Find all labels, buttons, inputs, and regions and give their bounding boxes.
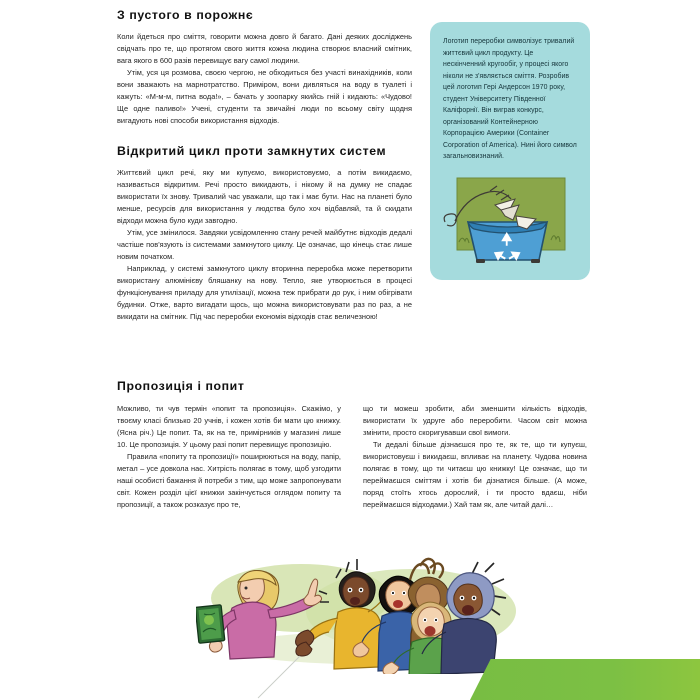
recycling-bin-svg [443,176,577,268]
article-two-column-block [117,379,587,511]
paragraph: Життєвий цикл речі, яку ми купуємо, використовуємо, а потім викидаємо, називається відкритим. Речі просто викидають, і нікому й на думку не спадає використати їх знову. Тривалий час уважали, що так і має бути. Нас на планеті було менше, ресурсів для використання у людства було хоч відбавляй, та й скидати відходи можна було куди завгодно. [117,167,412,226]
paragraph: Наприклад, у системі замкнутого циклу вторинна переробка може перетворити використану алюмінієву бляшанку на нову. Тепло, яке утворюється в процесі функціонування приладу для утилізації, можна теж прибрати до рук, і ним обігрівати будинки. Отже, варто вигадати щось, що можна використовувати раз по раз, а не викидати на смітник. Під час переробки економія відходів стає величезною! [117,264,412,322]
paragraph: що ти можеш зробити, аби зменшити кількість відходів, використати їх удруге або переробити. Часом світ можна змінити, просто скоригувавши свої вимоги. [363,403,587,437]
section-title-open-vs-closed: Відкритий цикл проти замкнутих систем [117,144,387,159]
paragraph: Правила «попиту та пропозиції» поширюються на воду, папір, метал – усе довкола нас. Хитрість полягає в тому, щоб узгодити наші особисті бажання й потреби з тим, що може запропонувати світ. Кожен розділ цієї книжки закінчується оглядом попиту та пропозиції, а також розказує про те, [117,451,341,510]
supply-demand-right-column [363,403,587,511]
green-corner-bar [470,659,700,700]
book-prop [196,605,225,644]
teacher-and-children-illustration [196,556,516,674]
article-main-column [117,8,412,323]
supply-demand-left-column [117,403,341,511]
green-corner-bar-slab [470,659,700,700]
teacher-children-svg [196,556,516,674]
section-title-supply-demand: Пропозиція і попит [117,379,245,393]
paragraph: Утім, уся ця розмова, своєю чергою, не обходиться без участі винахідників, коли вони зважають на марнотратство. Приміром, вони дивляться на воду в туалеті і кажуть: «М-м-м, питна вода!», – бачать у зоопарку якийсь гній і кидають: «Чудово! Ще одне паливо!» Учені, студенти та звичайні люди по всьому світу щодня вигадують нові способи використання відходів. [117,67,412,126]
paragraph: Ти дедалі більше дізнаєшся про те, як те, що ти купуєш, використовуєш і викидаєш, впливає на планету. Чудова новина полягає в тому, що ти читаєш цю книжку! Це означає, що ти переймаєшся сміттям і хотів би дізнатися більше. (А може, поряд стоїть хтось дорослий, і ти просто вдаєш, ніби переймаєшся відходами.) Хай там як, але читай далі… [363,439,587,510]
paragraph: Коли йдеться про сміття, говорити можна довго й багато. Дані деяких досліджень свідчать про те, що протягом свого життя кожна людина створює власний смітник, вага якого в 600 разів перевищує вагу самої людини. [117,31,412,65]
recycling-bin-illustration [443,176,577,268]
section-title-empty-to-hollow: З пустого в порожнє [117,8,254,22]
paragraph: Утім, усе змінилося. Завдяки усвідомленню стану речей майбутнє відходів дедалі частіше пов'язують із системами замкнутого циклу. Це означає, що кінець стає лише новим початком. [117,228,412,262]
paragraph: Можливо, ти чув термін «попит та пропозиція». Скажімо, у твоєму класі близько 20 учнів, і кожен хотів би мати цю книжку. (Ясна річ.) Це попит. Та, як на те, примірників у магазині лише 10. Це пропозиція. У цьому разі попит перевищує пропозицію. [117,403,341,449]
sidebar-note-text: Логотип переробки символізує тривалий життєвий цикл продукту. Це нескінченний кругообіг, у процесі якого ніколи не з'являється сміття. Розробив цей логотип Гері Андерсон 1970 року, студент Університету Південної Каліфорнії. Він виграв конкурс, організований Контейнерною Корпорацією Америки (Container Corporation of America). Нині його символ загальновизнаний. [443,38,577,160]
sidebar-recycling-note [430,22,590,280]
